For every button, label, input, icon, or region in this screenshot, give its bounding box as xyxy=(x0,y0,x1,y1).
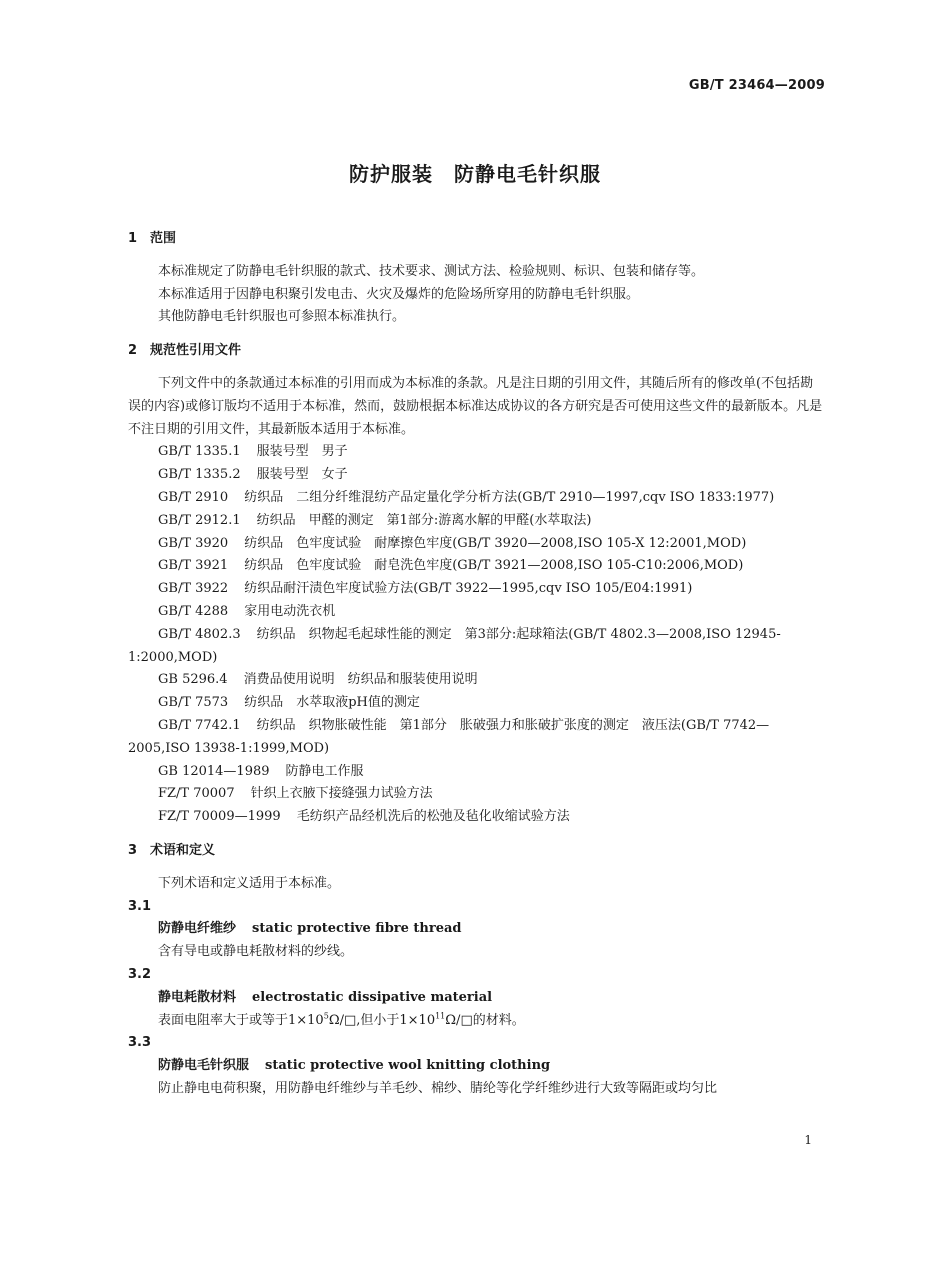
term-heading xyxy=(128,1055,824,1078)
reference-item xyxy=(128,464,824,487)
term-number: 3.1 xyxy=(128,898,152,914)
section-title: 术语和定义 xyxy=(150,842,216,858)
reference-title: 防静电工作服 xyxy=(285,763,364,779)
section-2-heading xyxy=(128,340,824,363)
reference-item xyxy=(128,692,824,715)
definition-text: Ω/□的材料。 xyxy=(445,1012,525,1028)
document-body xyxy=(128,228,824,1101)
term-definition xyxy=(128,1010,824,1033)
paragraph: 其他防静电毛针织服也可参照本标准执行。 xyxy=(158,309,406,325)
reference-item xyxy=(128,601,824,624)
reference-title: 纺织品 色牢度试验 耐摩擦色牢度(GB/T 3920—2008,ISO 105-X 12:2001,MOD) xyxy=(244,535,747,551)
section-1-heading xyxy=(128,228,824,251)
term-definition: 防止静电电荷积聚，用防静电纤维纱与羊毛纱、棉纱、腈纶等化学纤维纱进行大致等隔距或均匀比 xyxy=(158,1080,718,1096)
reference-code: FZ/T 70009—1999 xyxy=(158,809,281,825)
reference-item xyxy=(128,533,824,556)
reference-code: GB/T 4802.3 xyxy=(158,626,241,642)
reference-code: FZ/T 70007 xyxy=(158,786,235,802)
term-heading xyxy=(128,918,824,941)
reference-title: 针织上衣腋下接缝强力试验方法 xyxy=(250,786,433,802)
standard-code: GB/T 23464—2009 xyxy=(688,78,825,93)
reference-item xyxy=(128,578,824,601)
section-3-heading xyxy=(128,840,824,863)
reference-title: 纺织品 织物起毛起球性能的测定 第3部分:起球箱法(GB/T 4802.3—2008,ISO 12945-1:2000,MOD) xyxy=(128,626,781,665)
term-number: 3.2 xyxy=(128,966,152,982)
reference-code: GB 12014—1989 xyxy=(158,763,270,779)
section-number: 2 xyxy=(128,343,138,359)
reference-title: 纺织品耐汗渍色牢度试验方法(GB/T 3922—1995,cqv ISO 105/E04:1991) xyxy=(244,581,693,597)
term-en: electrostatic dissipative material xyxy=(252,989,493,1005)
reference-code: GB 5296.4 xyxy=(158,672,228,688)
paragraph: 本标准规定了防静电毛针织服的款式、技术要求、测试方法、检验规则、标识、包装和储存等。 xyxy=(158,263,705,279)
reference-item xyxy=(128,624,824,670)
reference-item xyxy=(128,441,824,464)
reference-title: 纺织品 色牢度试验 耐皂洗色牢度(GB/T 3921—2008,ISO 105-C10:2006,MOD) xyxy=(244,558,744,574)
term-heading xyxy=(128,987,824,1010)
paragraph: 下列术语和定义适用于本标准。 xyxy=(158,875,341,891)
reference-item xyxy=(128,555,824,578)
reference-code: GB/T 1335.2 xyxy=(158,467,241,483)
reference-code: GB/T 3921 xyxy=(158,558,229,574)
reference-code: GB/T 4288 xyxy=(158,603,229,619)
exponent: 5 xyxy=(323,1011,329,1021)
reference-title: 服装号型 男子 xyxy=(256,444,348,460)
reference-title: 纺织品 织物胀破性能 第1部分 胀破强力和胀破扩张度的测定 液压法(GB/T 7742—2005,ISO 13938-1:1999,MOD) xyxy=(128,717,770,756)
reference-title: 毛纺织产品经机洗后的松弛及毡化收缩试验方法 xyxy=(296,809,570,825)
reference-title: 纺织品 甲醛的测定 第1部分:游离水解的甲醛(水萃取法) xyxy=(256,512,592,528)
reference-item xyxy=(128,715,824,761)
term-en: static protective wool knitting clothing xyxy=(265,1058,551,1074)
reference-title: 纺织品 二组分纤维混纺产品定量化学分析方法(GB/T 2910—1997,cqv ISO 1833:1977) xyxy=(244,489,775,505)
reference-item xyxy=(128,487,824,510)
term-zh: 静电耗散材料 xyxy=(158,989,237,1005)
reference-code: GB/T 2910 xyxy=(158,489,229,505)
exponent: 11 xyxy=(435,1011,446,1021)
reference-item xyxy=(128,806,824,829)
section-number: 1 xyxy=(128,231,138,246)
section-number: 3 xyxy=(128,842,138,858)
reference-title: 家用电动洗衣机 xyxy=(244,603,336,619)
reference-item xyxy=(128,761,824,784)
reference-title: 服装号型 女子 xyxy=(256,467,348,483)
term-en: static protective fibre thread xyxy=(252,921,462,937)
definition-text: Ω/□,但小于1×10 xyxy=(328,1012,436,1028)
reference-code: GB/T 1335.1 xyxy=(158,444,241,460)
term-zh: 防静电纤维纱 xyxy=(158,921,237,937)
page-number: 1 xyxy=(804,1133,812,1147)
reference-code: GB/T 7742.1 xyxy=(158,717,241,733)
paragraph: 本标准适用于因静电积聚引发电击、火灾及爆炸的危险场所穿用的防静电毛针织服。 xyxy=(158,286,640,302)
reference-item xyxy=(128,510,824,533)
reference-title: 消费品使用说明 纺织品和服装使用说明 xyxy=(243,672,478,688)
reference-code: GB/T 7573 xyxy=(158,695,229,711)
section-title: 规范性引用文件 xyxy=(150,343,242,359)
definition-text: 表面电阻率大于或等于1×10 xyxy=(158,1012,324,1028)
document-title: 防护服装 防静电毛针织服 xyxy=(349,162,601,186)
section-title: 范围 xyxy=(150,231,177,246)
paragraph: 下列文件中的条款通过本标准的引用而成为本标准的条款。凡是注日期的引用文件，其随后所有的修改单(不包括勘误的内容)或修订版均不适用于本标准，然而，鼓励根据本标准达成协议的各方研究是否可使用这些文件的最新版本。凡是不注日期的引用文件，其最新版本适用于本标准。 xyxy=(128,375,823,437)
reference-item xyxy=(128,669,824,692)
reference-code: GB/T 3922 xyxy=(158,581,229,597)
term-definition: 含有导电或静电耗散材料的纱线。 xyxy=(158,944,354,960)
reference-title: 纺织品 水萃取液pH值的测定 xyxy=(244,695,420,711)
reference-code: GB/T 2912.1 xyxy=(158,512,241,528)
term-number: 3.3 xyxy=(128,1035,152,1051)
reference-item xyxy=(128,783,824,806)
term-zh: 防静电毛针织服 xyxy=(158,1058,250,1074)
reference-code: GB/T 3920 xyxy=(158,535,229,551)
